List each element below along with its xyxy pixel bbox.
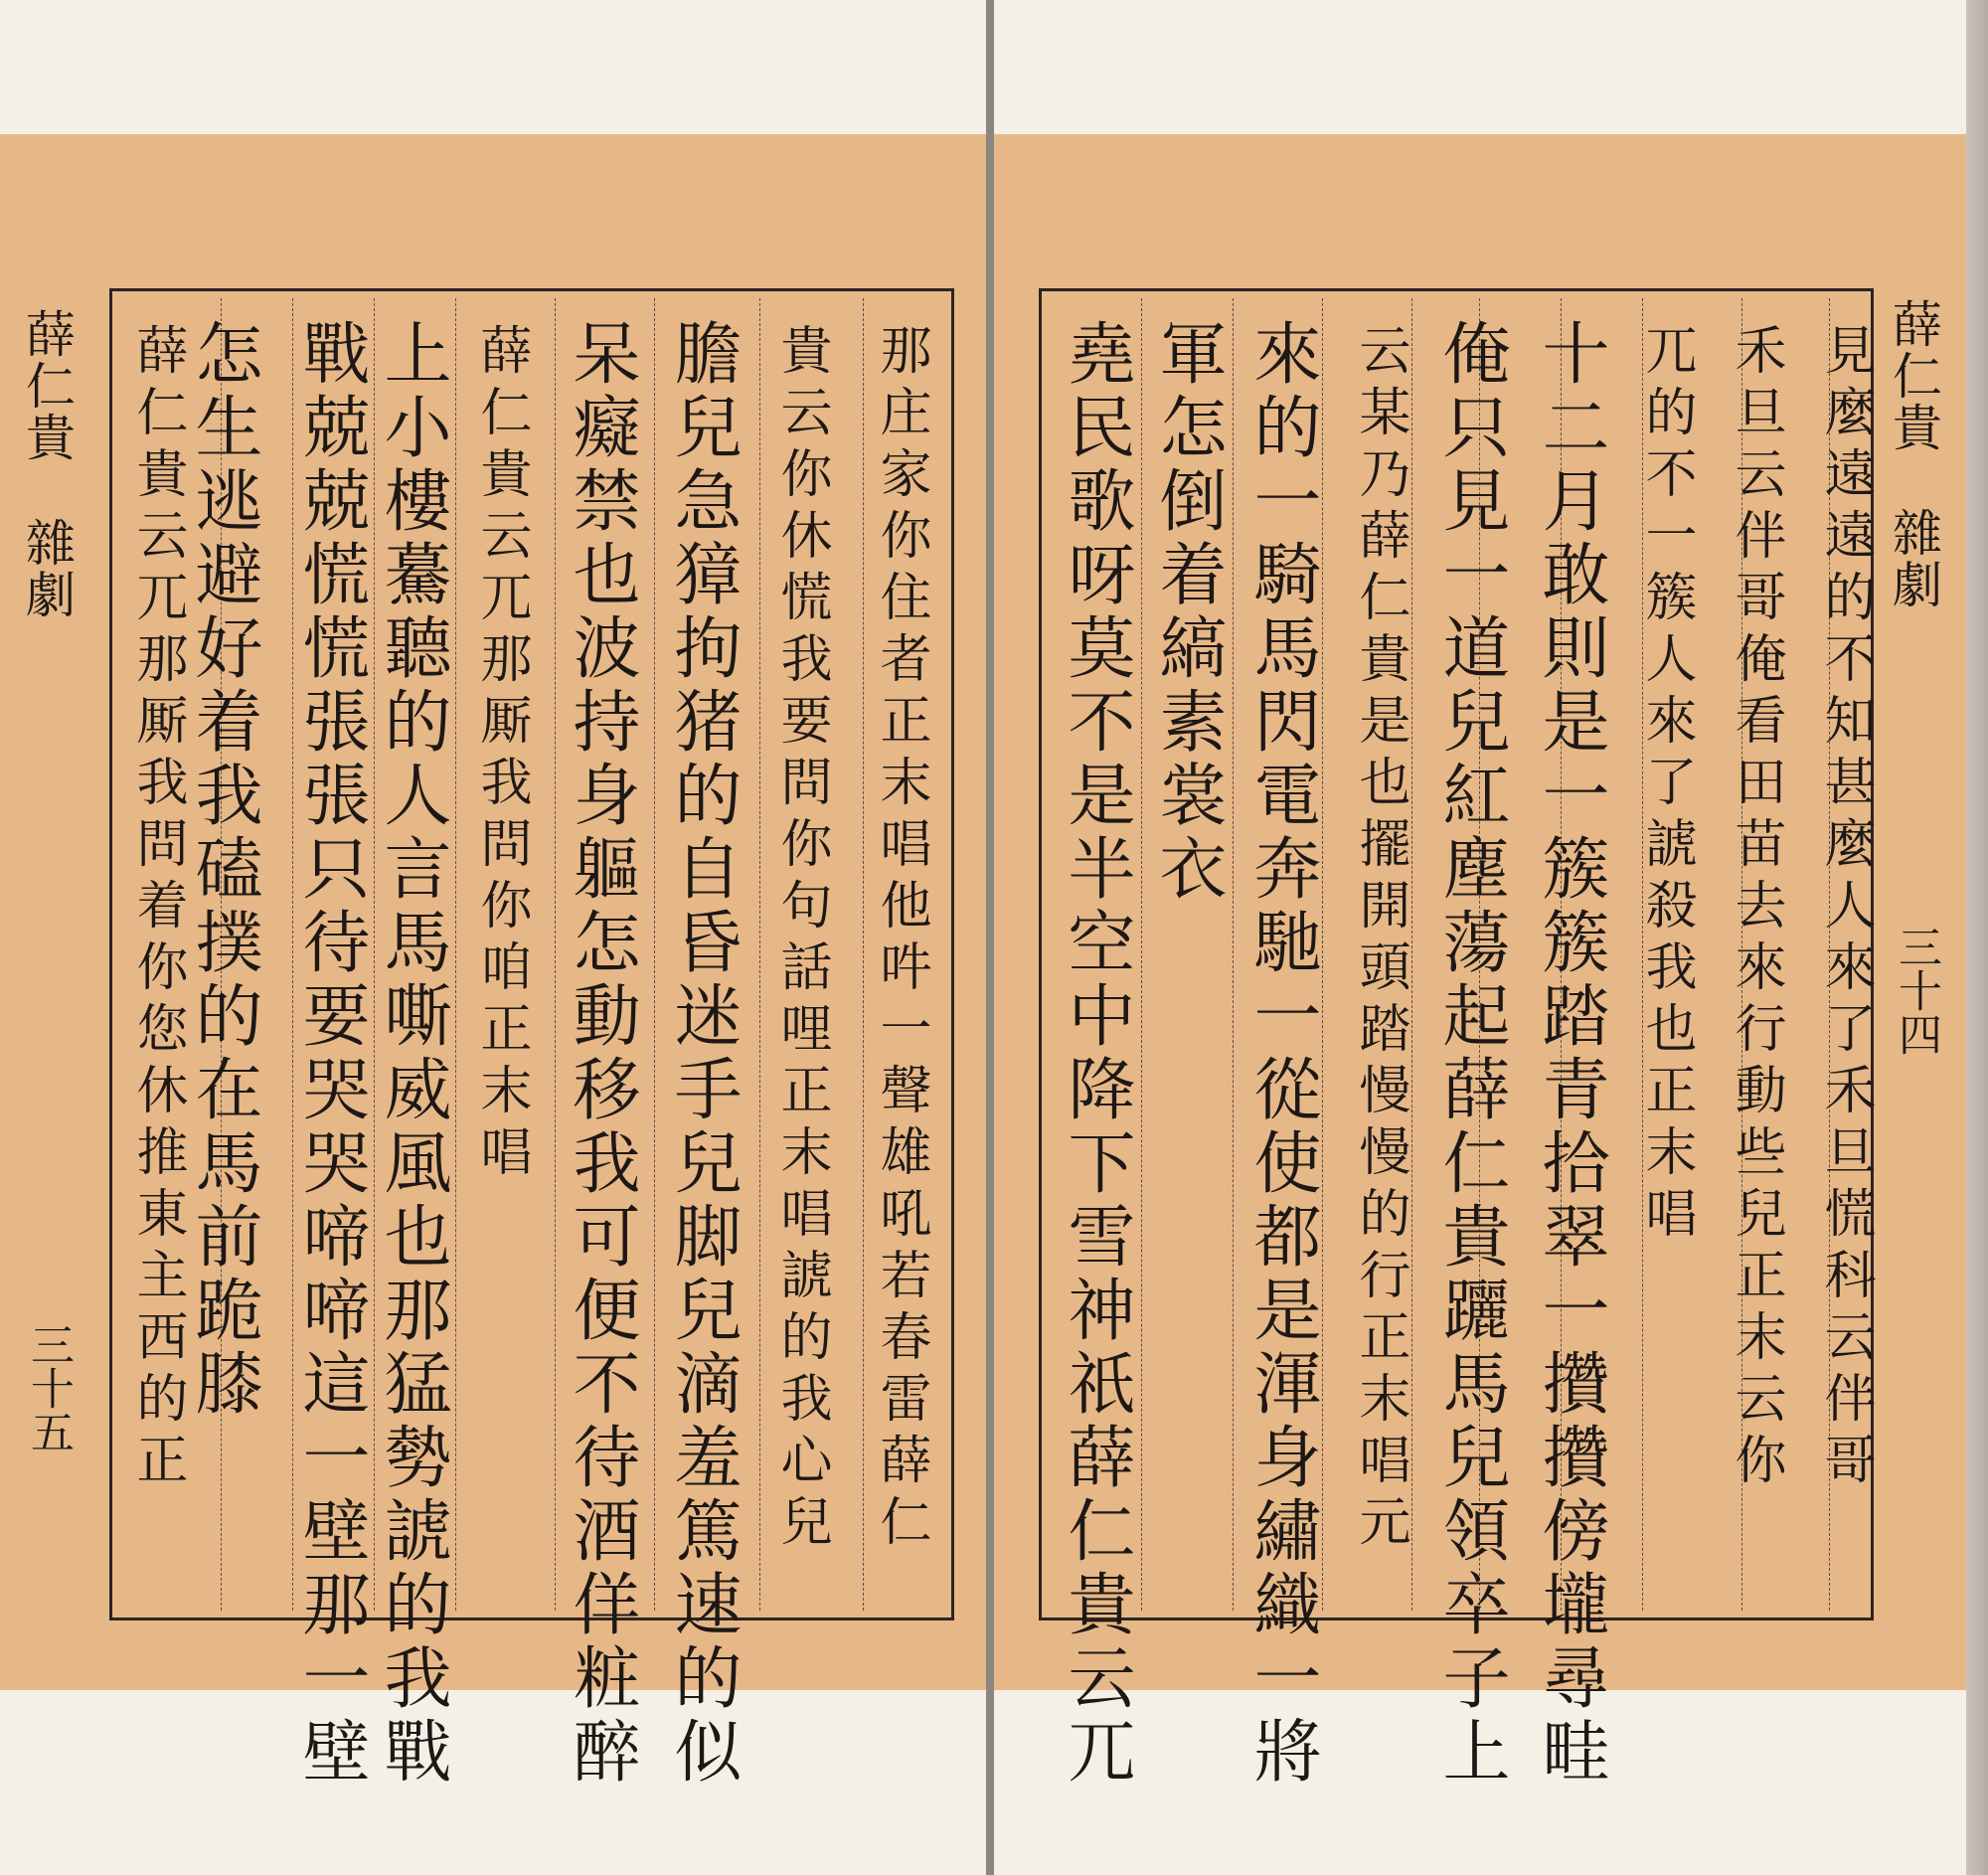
column-rule xyxy=(555,298,556,1611)
column-rule xyxy=(863,298,864,1611)
column-rule xyxy=(1322,298,1323,1611)
text-column: 兀的不一簇人來了諕殺我也正末唱 xyxy=(1636,323,1696,1248)
text-column: 戰兢兢慌慌張張只待要哭哭啼啼這一壁那一壁 xyxy=(291,318,370,1790)
text-column: 禾旦云伴哥俺看田苗去來行動些兒正末云你 xyxy=(1726,323,1785,1494)
text-column: 軍怎倒着縞素裳衣 xyxy=(1148,318,1227,907)
page-number: 三十四 xyxy=(1891,925,1941,1056)
text-column: 薛仁貴云兀那厮我問你咱正末唱 xyxy=(471,323,531,1186)
right-page xyxy=(994,0,1966,1875)
text-column: 十二月敢則是一簇簇踏青拾翠一攢攢傍壠尋畦 xyxy=(1531,318,1609,1790)
fold-label: 雜劇 xyxy=(1885,507,1942,610)
column-rule xyxy=(455,298,456,1611)
column-rule xyxy=(654,298,655,1611)
text-column: 貴云你休慌我要問你句話哩正末唱諕的我心兒 xyxy=(771,323,831,1556)
text-column: 堯民歌呀莫不是半空中降下雪神祇薛仁貴云兀 xyxy=(1057,318,1135,1790)
column-rule xyxy=(1411,298,1412,1611)
fold-title: 薛仁貴 xyxy=(1885,298,1942,453)
text-column: 薛仁貴云兀那厮我問着你您休推東主西的正 xyxy=(127,323,187,1494)
fold-title: 薛仁貴 xyxy=(18,308,76,463)
book-gutter xyxy=(986,0,994,1875)
book-right-edge xyxy=(1966,0,1988,1875)
column-rule xyxy=(1141,298,1142,1611)
column-rule xyxy=(1233,298,1234,1611)
text-column: 上小樓驀聽的人言馬嘶威風也那猛勢諕的我戰 xyxy=(373,318,451,1790)
text-column: 怎生逃避好着我磕撲的在馬前跪膝 xyxy=(184,318,262,1422)
left-page xyxy=(0,0,986,1875)
text-column: 那庄家你住者正末唱他吽一聲雄吼若春雷薛仁 xyxy=(871,323,930,1556)
text-column: 俺只見一道兒紅塵蕩起薛仁貴躧馬兒領卒子上 xyxy=(1431,318,1510,1790)
column-rule xyxy=(759,298,760,1611)
text-column: 云某乃薛仁貴是也擺開頭踏慢慢的行正末唱元 xyxy=(1350,323,1409,1556)
text-column: 膽兒急獐拘猪的自昏迷手兒脚兒滴羞篤速的似 xyxy=(663,318,742,1790)
text-column: 來的一騎馬閃電奔馳一從使都是渾身繡織一將 xyxy=(1242,318,1321,1790)
page-number: 三十五 xyxy=(23,1322,74,1453)
text-column: 見麼遠遠的不知甚麼人來了禾旦慌科云伴哥 xyxy=(1815,323,1875,1494)
text-column: 呆癡禁也波持身軀怎動移我可便不待酒佯粧醉 xyxy=(562,318,640,1790)
fold-label: 雜劇 xyxy=(18,517,76,620)
